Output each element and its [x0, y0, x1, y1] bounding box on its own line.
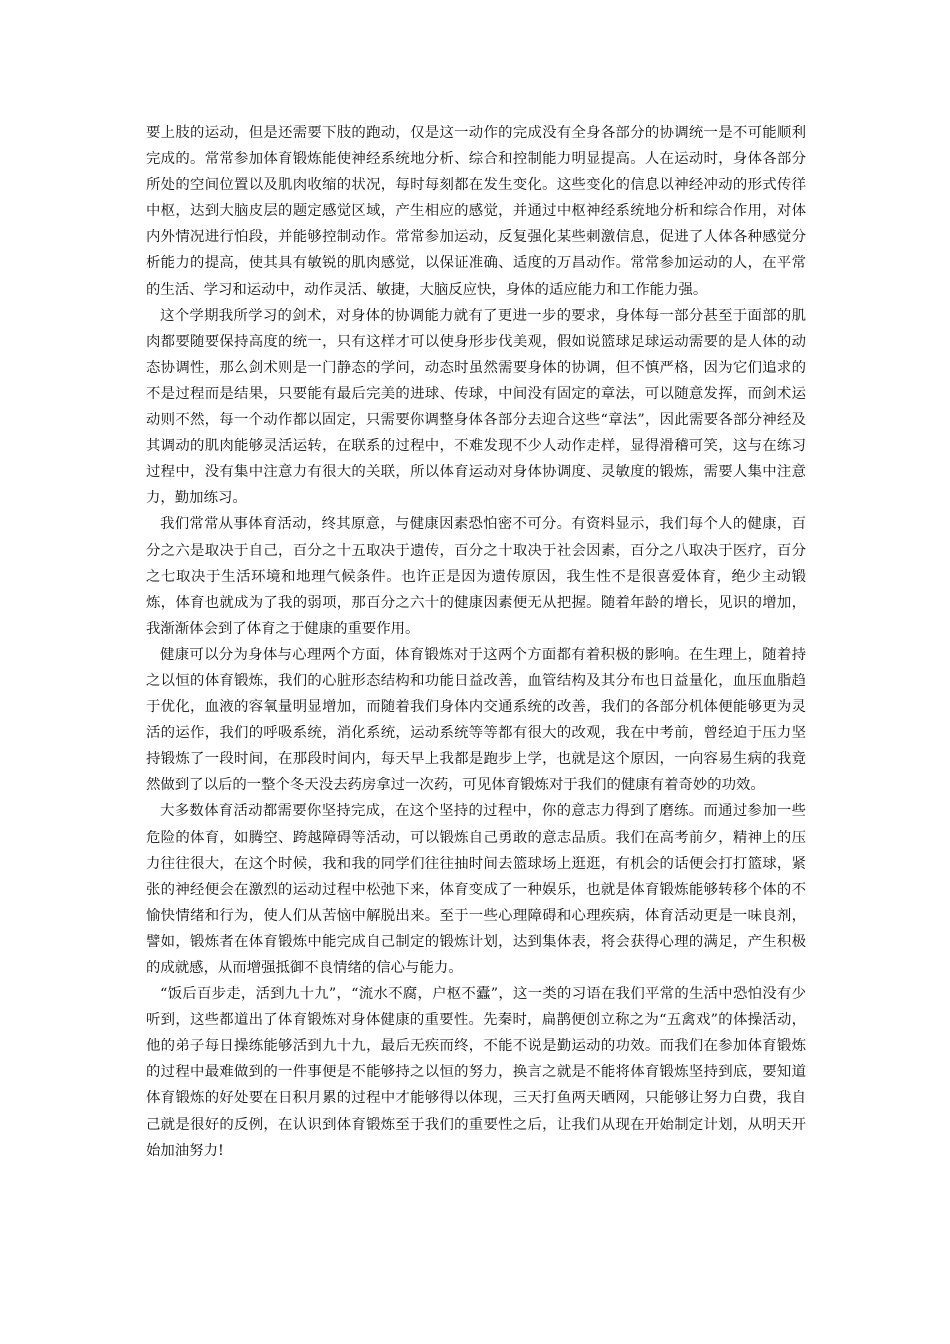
paragraph-5: 大多数体育活动都需要你坚持完成，在这个坚持的过程中，你的意志力得到了磨练。而通过参加一些危险的体育，如腾空、跨越障碍等活动，可以锻炼自己勇敢的意志品质。我们在高考前夕，精神上的压力往往很大，在这个时候，我和我的同学们往往抽时间去篮球场上逛逛，有机会的话便会打打篮球，紧张的神经便会在激烈的运动过程中松弛下来，体育变成了一种娱乐，也就是体育锻炼能够转移个体的不愉快情绪和行为，使人们从苦恼中解脱出来。至于一些心理障碍和心理疾病，体育活动更是一味良剂，譬如，锻炼者在体育锻炼中能完成自己制定的锻炼计划，达到集体表，将会获得心理的满足，产生积极的成就感，从而增强抵御不良情绪的信心与能力。 [146, 803, 806, 976]
paragraph-4: 健康可以分为身体与心理两个方面，体育锻炼对于这两个方面都有着积极的影响。在生理上，随着持之以恒的体育锻炼，我们的心脏形态结构和功能日益改善，血管结构及其分布也日益量化，血压血脂趋于优化，血液的容氧量明显增加，而随着我们身体内交通系统的改善，我们的各部分机体便能够更为灵活的运作，我们的呼吸系统，消化系统，运动系统等等都有很大的改观，我在中考前，曾经迫于压力坚持锻炼了一段时间，在那段时间内，每天早上我都是跑步上学，也就是这个原因，一向容易生病的我竟然做到了以后的一整个冬天没去药房拿过一次药，可见体育锻炼对于我们的健康有着奇妙的功效。 [146, 646, 806, 794]
paragraph-2: 这个学期我所学习的剑术，对身体的协调能力就有了更进一步的要求，身体每一部分甚至于面部的肌肉都要随要保持高度的统一，只有这样才可以使身形步伐美观，假如说篮球足球运动需要的是人体的动态协调性，那么剑术则是一门静态的学问，动态时虽然需要身体的协调，但不慎严格，因为它们追求的不是过程而是结果，只要能有最后完美的进球、传球，中间没有固定的章法，可以随意发挥，而剑术运动则不然，每一个动作都以固定，只需要你调整身体各部分去迎合这些“章法”，因此需要各部分神经及其调动的肌肉能够灵活运转，在联系的过程中，不难发现不少人动作走样，显得滑稽可笑，这与在练习过程中，没有集中注意力有很大的关联，所以体育运动对身体协调度、灵敏度的锻炼，需要人集中注意力，勤加练习。 [146, 307, 806, 507]
paragraph-3: 我们常常从事体育活动，终其原意，与健康因素恐怕密不可分。有资料显示，我们每个人的健康，百分之六是取决于自己，百分之十五取决于遗传，百分之十取决于社会因素，百分之八取决于医疗，百分之七取决于生活环境和地理气候条件。也许正是因为遗传原因，我生性不是很喜爱体育，绝少主动锻炼，体育也就成为了我的弱项，那百分之六十的健康因素便无从把握。随着年龄的增长，见识的增加，我渐渐体会到了体育之于健康的重要作用。 [146, 516, 806, 637]
document-page [146, 120, 806, 1164]
paragraph-1: 要上肢的运动，但是还需要下肢的跑动，仅是这一动作的完成没有全身各部分的协调统一是不可能顺利完成的。常常参加体育锻炼能使神经系统地分析、综合和控制能力明显提高。人在运动时，身体各部分所处的空间位置以及肌肉收缩的状况，每时每刻都在发生变化。这些变化的信息以神经冲动的形式传徉中枢，达到大脑皮层的题定感觉区域，产生相应的感觉，并通过中枢神经系统地分析和综合作用，对体内外情况进行怕段，并能够控制动作。常常参加运动，反复强化某些刺激信息，促进了人体各种感觉分析能力的提高，使其具有敏锐的肌肉感觉，以保证准确、适度的万昌动作。常常参加运动的人，在平常的生活、学习和运动中，动作灵活、敏捷，大脑反应快，身体的适应能力和工作能力强。 [146, 125, 806, 298]
paragraph-6: “饭后百步走，活到九十九”，“流水不腐，户枢不蠹”，这一类的习语在我们平常的生活中恐怕没有少听到，这些都道出了体育锻炼对身体健康的重要性。先秦时，扁鹊便创立称之为“五禽戏”的体操活动，他的弟子每日操练能够活到九十九，最后无疾而终，不能不说是勤运动的功效。而我们在参加体育锻炼的过程中最难做到的一件事便是不能够持之以恒的努力，换言之就是不能将体育锻炼坚持到底，要知道体育锻炼的好处要在日积月累的过程中才能够得以体现，三天打鱼两天晒网，只能够让努力白费，我自己就是很好的反例，在认识到体育锻炼至于我们的重要性之后，让我们从现在开始制定计划，从明天开始加油努力! [146, 986, 806, 1159]
